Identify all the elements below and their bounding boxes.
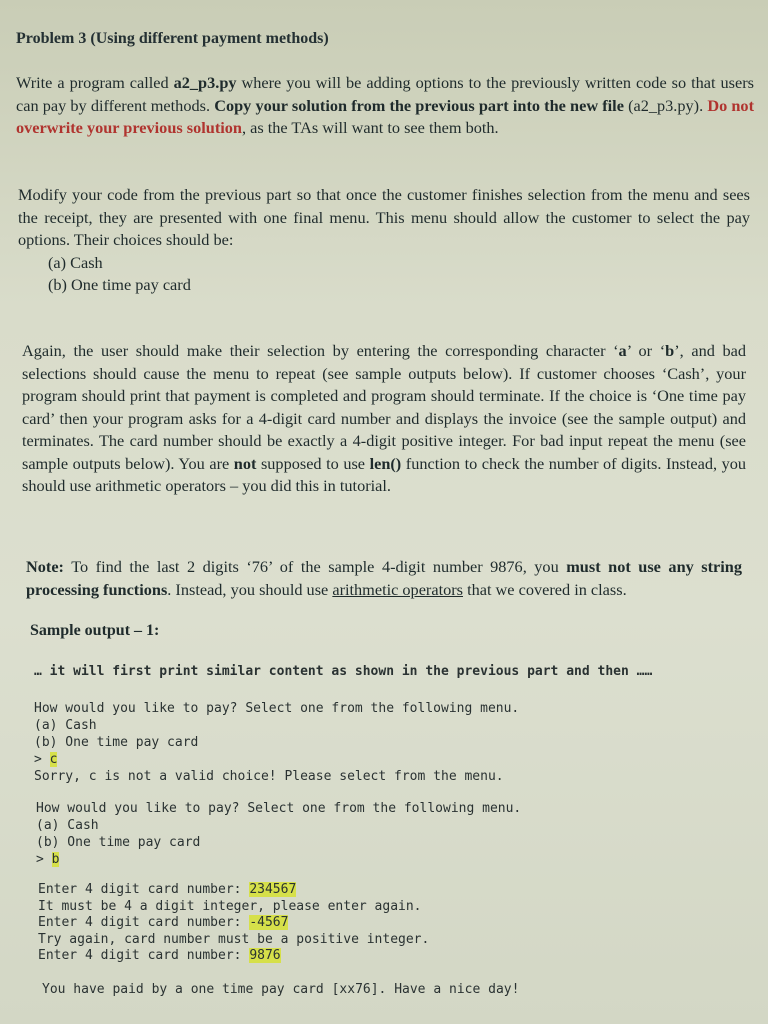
text: Write a program called <box>16 73 174 92</box>
payment-confirmation: You have paid by a one time pay card [xx76]. Have a nice day! <box>42 982 520 997</box>
card-entry-line <box>38 915 429 932</box>
emphasis-not: not <box>233 453 257 473</box>
sample-block-1 <box>34 700 519 785</box>
selection-paragraph <box>22 340 746 498</box>
option-cash: (a) Cash <box>48 252 103 272</box>
text: that we covered in class. <box>463 579 627 599</box>
card-entry-line <box>38 948 429 965</box>
card-prompt: Enter 4 digit card number: <box>38 948 250 963</box>
card-prompt: Enter 4 digit card number: <box>38 915 250 930</box>
text: . Instead, you should use <box>167 579 333 599</box>
modify-paragraph <box>18 184 750 297</box>
copy-instruction: Copy your solution from the previous part into the new file <box>214 95 624 115</box>
menu-prompt: How would you like to pay? Select one from the following menu. <box>36 801 522 816</box>
note-paragraph <box>26 556 742 601</box>
error-message: Try again, card number must be a positive integer. <box>38 931 430 947</box>
overwrite-warning: Do not overwrite your previous solution <box>16 95 754 137</box>
input-line <box>34 751 519 768</box>
char-a: a <box>618 341 627 360</box>
text: Again, the user should make their selection by entering the corresponding character ‘ <box>22 341 619 360</box>
card-prompt: Enter 4 digit card number: <box>38 882 250 897</box>
text: ’, and bad selections should cause the menu to repeat (see sample outputs below). If customer chooses ‘Cash’, your program should print that payment is completed and program should terminate. If the choice is ‘One time pay card’ then your program asks for a 4-digit card number and displays the invoice (see the sample output) and terminates. The card number should be exactly a 4-digit positive integer. For bad input repeat the menu (see sample outputs below). You are <box>22 341 746 473</box>
sample-intro-line: … it will first print similar content as shown in the previous part and then …… <box>34 664 653 679</box>
error-message: Sorry, c is not a valid choice! Please select from the menu. <box>34 769 504 784</box>
user-input: 9876 <box>249 948 281 963</box>
text: where you will be adding options to the previously written code so that users can pay by different methods. <box>16 73 754 115</box>
sample-block-2 <box>36 800 521 868</box>
menu-option-card: (b) One time pay card <box>36 835 201 850</box>
prompt-symbol: > <box>34 752 50 767</box>
error-message: It must be 4 a digit integer, please enter again. <box>38 898 422 914</box>
text: function to check the number of digits. Instead, you should use arithmetic operators – you did this in tutorial. <box>22 453 747 495</box>
user-input: b <box>51 852 60 867</box>
sample-block-3 <box>38 882 429 965</box>
arithmetic-operators-link: arithmetic operators <box>332 579 463 599</box>
text: , as the TAs will want to see them both. <box>241 118 499 137</box>
input-line <box>36 851 521 868</box>
menu-option-card: (b) One time pay card <box>34 735 199 750</box>
intro-paragraph <box>16 72 754 140</box>
option-pay-card: (b) One time pay card <box>48 275 191 294</box>
sample-output-heading: Sample output – 1: <box>30 622 160 639</box>
user-input: -4567 <box>249 915 289 930</box>
menu-option-cash: (a) Cash <box>36 818 99 833</box>
text: (a2_p3.py). <box>623 95 708 115</box>
text: Modify your code from the previous part so that once the customer finishes selection from the menu and sees the receipt, they are presented with one final menu. This menu should allow the customer to select the pay options. Their choices should be: <box>18 185 750 249</box>
must-not-emphasis: must not use any string processing functions <box>26 557 742 599</box>
prompt-symbol: > <box>36 852 52 867</box>
problem-title: Problem 3 (Using different payment methods) <box>16 30 329 47</box>
card-entry-line <box>38 882 429 899</box>
user-input: 234567 <box>249 882 297 897</box>
text: To find the last 2 digits ‘76’ of the sample 4-digit number 9876, you <box>63 557 567 576</box>
len-function: len() <box>369 453 402 473</box>
note-label: Note: <box>26 557 64 576</box>
text: supposed to use <box>256 453 370 473</box>
menu-option-cash: (a) Cash <box>34 718 97 733</box>
char-b: b <box>665 341 675 360</box>
text: ’ or ‘ <box>626 341 666 360</box>
user-input: c <box>49 752 58 767</box>
menu-prompt: How would you like to pay? Select one from the following menu. <box>34 701 520 716</box>
filename: a2_p3.py <box>173 73 237 92</box>
